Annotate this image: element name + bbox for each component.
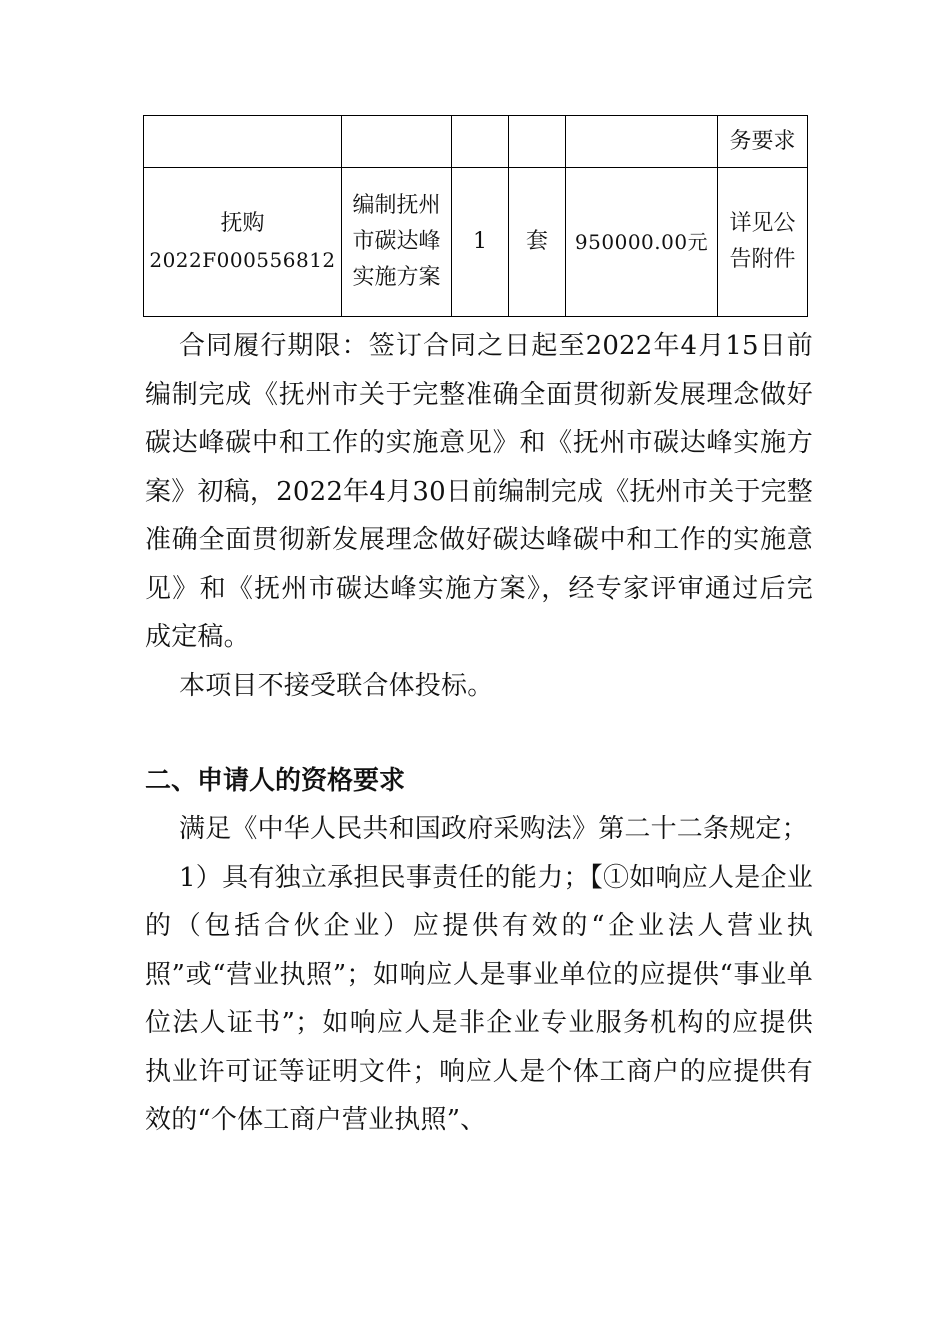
table-row (144, 116, 808, 168)
project-number: 2022F000556812 (149, 248, 336, 272)
no-consortium-paragraph: 本项目不接受联合体投标。 (179, 670, 494, 701)
project-number-cell (144, 168, 342, 317)
procurement-table-grid (143, 115, 808, 317)
table-row (144, 168, 808, 317)
section-heading: 二、申请人的资格要求 (145, 766, 406, 796)
project-name-line: 市碳达峰 (352, 229, 441, 254)
contract-period-paragraph: 合同履行期限：签订合同之日起至2022年4月15日前编制完成《抚州市关于完整准确全面贯彻新发展理念做好碳达峰碳中和工作的实施意见》和《抚州市碳达峰实施方案》初稿，2022年4月30日前编制完成《抚州市关于完整准确全面贯彻新发展理念做好碳达峰碳中和工作的实施意见》和《抚州市碳达峰实施方案》，经专家评审通过后完成定稿。 (145, 331, 813, 652)
table-cell (509, 116, 566, 168)
unit-cell: 套 (509, 168, 566, 317)
project-name-line: 实施方案 (352, 265, 441, 290)
requirement-line: 详见公 (729, 211, 796, 236)
project-name-line: 编制抚州 (352, 193, 441, 218)
table-cell-requirement-tail: 务要求 (718, 116, 808, 168)
document-body (145, 322, 813, 1145)
table-cell (566, 116, 718, 168)
law-requirement-paragraph: 满足《中华人民共和国政府采购法》第二十二条规定； (179, 814, 808, 844)
requirement-1-paragraph: 1）具有独立承担民事责任的能力；【①如响应人是企业的（包括合伙企业）应提供有效的“企业法人营业执照”或“营业执照”；如响应人是事业单位的应提供“事业单位法人证书”；如响应人是非企业专业服务机构的应提供执业许可证等证明文件；响应人是个体工商户的应提供有效的“个体工商户营业执照”、 (145, 862, 813, 1135)
requirement-line: 告附件 (729, 247, 796, 272)
table-cell (342, 116, 452, 168)
quantity-cell: 1 (452, 168, 509, 317)
budget-cell: 950000.00元 (566, 168, 718, 317)
requirement-cell (718, 168, 808, 317)
table-cell (452, 116, 509, 168)
procurement-table (143, 115, 808, 317)
project-number-prefix: 抚购 (220, 211, 265, 236)
project-name-cell (342, 168, 452, 317)
table-cell (144, 116, 342, 168)
